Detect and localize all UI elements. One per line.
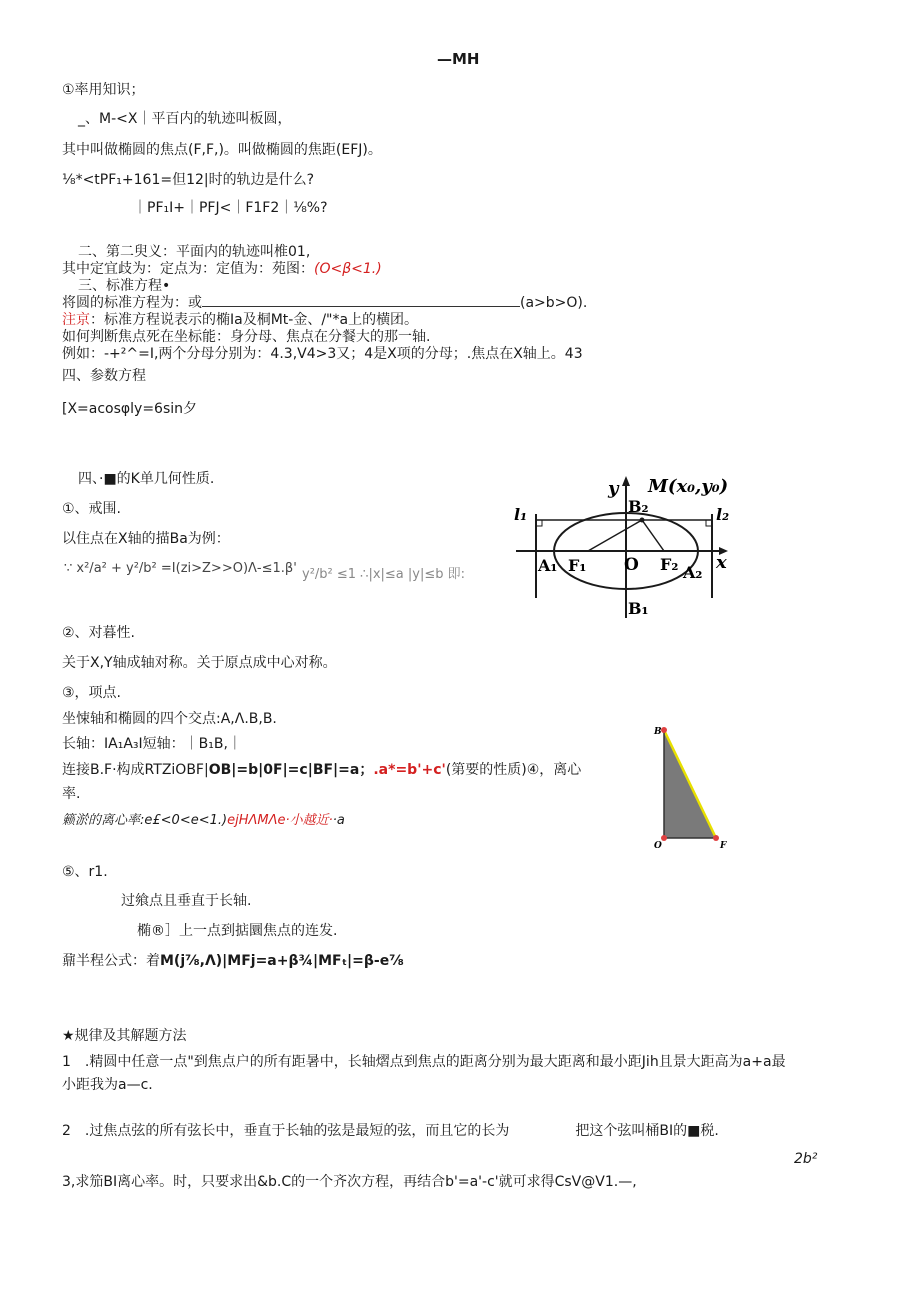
text-line: 如何判断焦点死在坐标能：身分母、焦点在分餐大的那一轴. [62,329,431,345]
section-heading: ③，项点. [62,685,122,701]
section-heading: 四、·■的K单几何性质. [78,471,215,487]
text-line [62,952,404,970]
text-segment: 把这个弦叫桶BI的■税. [575,1123,719,1139]
text-segment: (a>b>O). [520,295,588,311]
text-line: 长轴：IA₁A₃I短轴：｜B₁B,｜ [62,736,242,752]
text-line: 率. [62,786,81,802]
section-heading: ★规律及其解题方法 [62,1028,187,1044]
triangle-figure [650,724,735,852]
label-f1: F₁ [568,556,587,575]
text-line: 其中叫做椭圆的焦点(F,F,)。叫做椭圆的焦距(EFJ)。 [62,142,382,158]
highlight-text: ejHΛMΛe·小越近· [227,813,333,828]
text-segment: ：标准方程说表示的椭Ia及桐Mt-金、/"*a上的横团。 [90,312,419,328]
text-line: 椭®］上一点到掂圜焦点的连发. [137,923,338,939]
label-l2: l₂ [716,505,730,524]
text-line: ⅛*<tPF₁+161=但12|时的轨边是什么? [62,172,315,188]
section-heading: ①率用知识； [62,82,145,98]
text-segment: 其中定宜歧为：定点为：定值为：苑图： [62,261,314,277]
text-segment: ·a [332,813,345,828]
text-segment: 将圆的标准方程为：或 [62,295,202,311]
label-f2: F₂ [660,555,679,574]
note-label: 注京 [62,312,90,328]
label-b1: B₁ [628,599,649,618]
text-line [62,761,581,779]
text-segment: |=b|0F|=c|BF|=a； [231,762,374,778]
text-line: 例如：-+²^=I,两个分母分别为：4.3,V4>3又；4是X项的分母；.焦点在X轴上。43 [62,346,583,362]
text-line [62,1122,719,1140]
text-line [62,294,587,312]
section-heading: ②、对暮性. [62,625,136,641]
formula-line: ∵ x²/a² + y²/b² =I(zi>Z>>O)Λ-≤1.β' [64,561,297,576]
section-heading: ⑤、r1. [62,864,108,880]
key-formula: .a*=b'+c' [373,762,446,778]
text-line: 1 .精圆中任意一点"到焦点户的所有距暑中，长轴熠点到焦点的距离分别为最大距离和最小距Jih且景大距高为a+a最 [62,1054,786,1070]
text-line [62,260,382,278]
text-segment: 2 .过焦点弦的所有弦长中，垂直于长轴的弦是最短的弦，而且它的长为 [62,1123,510,1139]
text-segment: 连接B.F·构成RTZiOBF| [62,762,209,778]
label-o: O [624,555,639,575]
ellipse-figure [512,470,737,622]
formula-line: [X=acosφly=6sin夕 [62,401,198,417]
section-heading: 二、第二臾义：平面内的轨迹叫椎01, [78,244,311,260]
text-line: 以住点在X轴的描Ba为例： [62,531,230,547]
text-line [62,812,345,830]
label-m: M(x₀,y₀) [648,476,729,497]
text-line: 小距我为a—c. [62,1077,153,1093]
section-heading: 三、标准方程• [78,278,171,294]
tri-label-b: B [654,727,662,737]
text-line: 坐悚轴和椭圆的四个交点:A,Λ.B,B. [62,711,277,727]
text-segment: OB [208,762,232,778]
text-line: 3,求笳BI离心率。时，只要求出&b.C的一个齐次方程，再结合b'=a'-c'就可求得CsV@V1.—, [62,1174,637,1190]
text-line: _、M-<X｜平百内的轨迹叫板圆， [78,111,292,127]
highlight-text: (O<β<1.) [314,261,382,277]
section-heading: ①、戒围. [62,501,122,517]
text-line: 关于X,Y轴成轴对称。关于原点成中心对称。 [62,655,337,671]
section-heading: 四、参数方程 [62,368,146,384]
label-y: y [608,478,619,499]
text-segment: 鼐半程公式：着 [62,953,160,969]
label-a2: A₂ [683,563,703,582]
label-x: x [716,552,727,573]
label-a1: A₁ [538,556,558,575]
tri-label-o: O [654,841,662,851]
text-segment: 籁淤的离心率:e£<0<e<1.) [62,813,228,828]
page-title: —MH [437,50,480,68]
formula-fragment: 2b² [794,1151,818,1167]
formula-line: y²/b² ≤1 ∴|x|≤a |y|≤b 即: [302,567,466,582]
tri-label-f: F [720,841,727,851]
key-formula: M(j⅞,Λ)|MFj=a+β¾|MFₜ|=β-e⅞ [160,953,404,969]
fill-blank [202,294,520,307]
text-line: 过飨点且垂直于长轴. [121,893,252,909]
text-segment: (第要的性质)④，离心 [445,762,582,778]
text-line [62,311,418,329]
label-l1: l₁ [514,505,528,524]
text-line: ｜PF₁I+｜PFJ<｜F1F2｜⅛%? [133,200,328,216]
label-b2: B₂ [628,497,649,516]
